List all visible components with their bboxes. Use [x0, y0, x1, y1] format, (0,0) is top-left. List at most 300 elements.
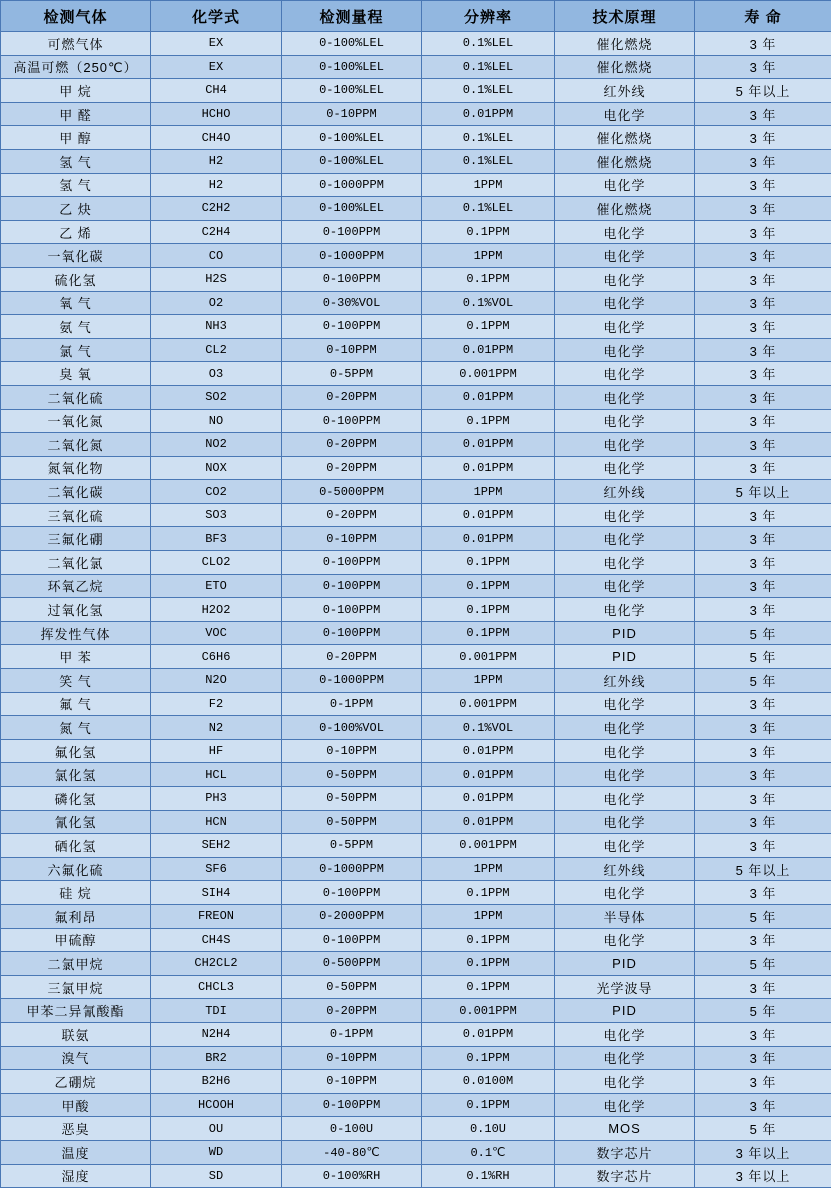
cell-principle: 电化学	[555, 315, 695, 339]
cell-formula: HCL	[151, 763, 282, 787]
table-row	[1, 928, 831, 952]
cell-principle: 电化学	[555, 1046, 695, 1070]
cell-resolution: 0.01PPM	[422, 338, 555, 362]
cell-gas: 乙硼烷	[1, 1070, 151, 1094]
cell-resolution: 0.1%LEL	[422, 55, 555, 79]
cell-resolution: 0.01PPM	[422, 1022, 555, 1046]
table-row	[1, 574, 831, 598]
cell-principle: 催化燃烧	[555, 55, 695, 79]
cell-formula: H2O2	[151, 598, 282, 622]
cell-gas: 过氧化氢	[1, 598, 151, 622]
cell-resolution: 0.1PPM	[422, 881, 555, 905]
cell-resolution: 0.01PPM	[422, 810, 555, 834]
cell-resolution: 0.1PPM	[422, 621, 555, 645]
cell-gas: 氰化氢	[1, 810, 151, 834]
cell-life: 3 年	[695, 267, 831, 291]
cell-range: 0-100%LEL	[282, 126, 422, 150]
table-row	[1, 503, 831, 527]
table-row	[1, 1070, 831, 1094]
cell-life: 3 年	[695, 881, 831, 905]
cell-range: 0-100PPM	[282, 621, 422, 645]
cell-life: 3 年	[695, 551, 831, 575]
cell-life: 3 年以上	[695, 1164, 831, 1188]
cell-life: 3 年	[695, 928, 831, 952]
cell-resolution: 0.001PPM	[422, 692, 555, 716]
cell-range: 0-5000PPM	[282, 480, 422, 504]
cell-range: 0-100PPM	[282, 928, 422, 952]
cell-principle: PID	[555, 621, 695, 645]
cell-range: 0-10PPM	[282, 102, 422, 126]
cell-life: 3 年	[695, 1093, 831, 1117]
cell-principle: 电化学	[555, 598, 695, 622]
column-header-life: 寿 命	[695, 1, 831, 32]
cell-life: 3 年	[695, 787, 831, 811]
table-row	[1, 433, 831, 457]
cell-principle: 电化学	[555, 385, 695, 409]
cell-principle: 电化学	[555, 102, 695, 126]
cell-range: -40-80℃	[282, 1140, 422, 1164]
cell-resolution: 1PPM	[422, 857, 555, 881]
cell-principle: 电化学	[555, 763, 695, 787]
cell-life: 5 年	[695, 621, 831, 645]
cell-formula: HCOOH	[151, 1093, 282, 1117]
cell-range: 0-100PPM	[282, 267, 422, 291]
cell-principle: 红外线	[555, 669, 695, 693]
cell-range: 0-100PPM	[282, 409, 422, 433]
cell-principle: 电化学	[555, 692, 695, 716]
cell-range: 0-20PPM	[282, 999, 422, 1023]
cell-gas: 氯 气	[1, 338, 151, 362]
cell-formula: C2H4	[151, 220, 282, 244]
cell-life: 3 年	[695, 503, 831, 527]
cell-formula: CH4O	[151, 126, 282, 150]
table-row	[1, 621, 831, 645]
cell-principle: 电化学	[555, 267, 695, 291]
cell-principle: 电化学	[555, 338, 695, 362]
cell-resolution: 0.1%VOL	[422, 291, 555, 315]
cell-resolution: 0.1%LEL	[422, 79, 555, 103]
cell-range: 0-100%LEL	[282, 149, 422, 173]
cell-gas: 高温可燃（250℃）	[1, 55, 151, 79]
cell-formula: C6H6	[151, 645, 282, 669]
cell-life: 5 年	[695, 1117, 831, 1141]
table-row	[1, 975, 831, 999]
cell-resolution: 0.1PPM	[422, 1093, 555, 1117]
cell-range: 0-50PPM	[282, 763, 422, 787]
cell-gas: 氧 气	[1, 291, 151, 315]
cell-formula: H2	[151, 149, 282, 173]
cell-principle: 红外线	[555, 857, 695, 881]
cell-principle: 催化燃烧	[555, 149, 695, 173]
cell-principle: 电化学	[555, 362, 695, 386]
cell-resolution: 0.1PPM	[422, 1046, 555, 1070]
cell-formula: VOC	[151, 621, 282, 645]
cell-formula: CO2	[151, 480, 282, 504]
cell-range: 0-1000PPM	[282, 244, 422, 268]
table-row	[1, 315, 831, 339]
cell-life: 3 年	[695, 456, 831, 480]
cell-principle: 电化学	[555, 503, 695, 527]
cell-resolution: 0.1%LEL	[422, 126, 555, 150]
table-row	[1, 763, 831, 787]
cell-principle: PID	[555, 999, 695, 1023]
cell-resolution: 0.001PPM	[422, 999, 555, 1023]
cell-life: 3 年	[695, 32, 831, 56]
table-row	[1, 716, 831, 740]
cell-principle: PID	[555, 952, 695, 976]
cell-resolution: 0.1PPM	[422, 220, 555, 244]
cell-gas: 甲苯二异氰酸酯	[1, 999, 151, 1023]
cell-range: 0-20PPM	[282, 433, 422, 457]
cell-gas: 乙 烯	[1, 220, 151, 244]
cell-formula: N2	[151, 716, 282, 740]
table-row	[1, 385, 831, 409]
table-row	[1, 291, 831, 315]
cell-life: 3 年	[695, 598, 831, 622]
cell-resolution: 1PPM	[422, 244, 555, 268]
cell-principle: 电化学	[555, 834, 695, 858]
table-row	[1, 409, 831, 433]
cell-life: 3 年	[695, 433, 831, 457]
table-row	[1, 999, 831, 1023]
cell-resolution: 0.1PPM	[422, 598, 555, 622]
cell-life: 3 年	[695, 220, 831, 244]
cell-formula: HCN	[151, 810, 282, 834]
cell-life: 3 年	[695, 763, 831, 787]
cell-resolution: 0.001PPM	[422, 834, 555, 858]
cell-resolution: 0.01PPM	[422, 503, 555, 527]
cell-range: 0-10PPM	[282, 338, 422, 362]
table-row	[1, 645, 831, 669]
cell-resolution: 0.01PPM	[422, 385, 555, 409]
cell-formula: NO2	[151, 433, 282, 457]
cell-gas: 氯化氢	[1, 763, 151, 787]
cell-gas: 硫化氢	[1, 267, 151, 291]
table-row	[1, 480, 831, 504]
cell-gas: 三氯甲烷	[1, 975, 151, 999]
cell-gas: 温度	[1, 1140, 151, 1164]
cell-life: 5 年	[695, 952, 831, 976]
cell-formula: C2H2	[151, 197, 282, 221]
cell-gas: 联氨	[1, 1022, 151, 1046]
cell-formula: NO	[151, 409, 282, 433]
cell-life: 5 年	[695, 645, 831, 669]
cell-resolution: 0.1PPM	[422, 952, 555, 976]
cell-life: 3 年	[695, 244, 831, 268]
cell-resolution: 0.1PPM	[422, 409, 555, 433]
cell-resolution: 0.1%LEL	[422, 197, 555, 221]
cell-formula: EX	[151, 32, 282, 56]
cell-formula: CLO2	[151, 551, 282, 575]
cell-principle: 电化学	[555, 456, 695, 480]
cell-gas: 甲硫醇	[1, 928, 151, 952]
cell-principle: 数字芯片	[555, 1140, 695, 1164]
cell-principle: 数字芯片	[555, 1164, 695, 1188]
table-row	[1, 904, 831, 928]
cell-gas: 溴气	[1, 1046, 151, 1070]
table-row	[1, 551, 831, 575]
cell-resolution: 0.10U	[422, 1117, 555, 1141]
table-row	[1, 149, 831, 173]
cell-gas: 一氧化碳	[1, 244, 151, 268]
cell-principle: 催化燃烧	[555, 126, 695, 150]
cell-life: 3 年	[695, 692, 831, 716]
cell-life: 5 年以上	[695, 857, 831, 881]
cell-range: 0-100%LEL	[282, 55, 422, 79]
cell-formula: B2H6	[151, 1070, 282, 1094]
cell-principle: 红外线	[555, 480, 695, 504]
cell-range: 0-100%VOL	[282, 716, 422, 740]
cell-formula: CH4	[151, 79, 282, 103]
cell-formula: SO3	[151, 503, 282, 527]
column-header-principle: 技术原理	[555, 1, 695, 32]
cell-life: 5 年以上	[695, 79, 831, 103]
cell-gas: 氟化氢	[1, 739, 151, 763]
cell-life: 5 年	[695, 669, 831, 693]
cell-resolution: 0.1%RH	[422, 1164, 555, 1188]
cell-life: 3 年	[695, 1046, 831, 1070]
cell-life: 3 年	[695, 716, 831, 740]
cell-gas: 笑 气	[1, 669, 151, 693]
table-row	[1, 1164, 831, 1188]
cell-range: 0-1000PPM	[282, 857, 422, 881]
cell-principle: 催化燃烧	[555, 197, 695, 221]
cell-resolution: 0.1PPM	[422, 975, 555, 999]
cell-life: 3 年	[695, 527, 831, 551]
table-row	[1, 126, 831, 150]
cell-principle: 电化学	[555, 716, 695, 740]
cell-range: 0-5PPM	[282, 834, 422, 858]
cell-resolution: 0.01PPM	[422, 102, 555, 126]
cell-gas: 二氧化氯	[1, 551, 151, 575]
cell-principle: 电化学	[555, 409, 695, 433]
column-header-gas: 检测气体	[1, 1, 151, 32]
cell-gas: 恶臭	[1, 1117, 151, 1141]
cell-principle: 电化学	[555, 527, 695, 551]
cell-range: 0-1PPM	[282, 692, 422, 716]
cell-range: 0-10PPM	[282, 739, 422, 763]
table-row	[1, 669, 831, 693]
table-row	[1, 787, 831, 811]
cell-principle: 催化燃烧	[555, 32, 695, 56]
cell-resolution: 0.1%LEL	[422, 32, 555, 56]
column-header-resolution: 分辨率	[422, 1, 555, 32]
table-row	[1, 1046, 831, 1070]
cell-range: 0-100PPM	[282, 220, 422, 244]
cell-principle: 光学波导	[555, 975, 695, 999]
table-row	[1, 79, 831, 103]
cell-resolution: 0.1PPM	[422, 551, 555, 575]
cell-resolution: 0.01PPM	[422, 433, 555, 457]
column-header-range: 检测量程	[282, 1, 422, 32]
cell-formula: SF6	[151, 857, 282, 881]
table-row	[1, 32, 831, 56]
cell-gas: 三氧化硫	[1, 503, 151, 527]
cell-life: 3 年	[695, 834, 831, 858]
cell-formula: WD	[151, 1140, 282, 1164]
cell-life: 3 年	[695, 975, 831, 999]
cell-gas: 氟利昂	[1, 904, 151, 928]
cell-gas: 甲 醇	[1, 126, 151, 150]
cell-range: 0-50PPM	[282, 810, 422, 834]
cell-resolution: 1PPM	[422, 669, 555, 693]
cell-principle: 电化学	[555, 433, 695, 457]
cell-range: 0-100%LEL	[282, 32, 422, 56]
cell-formula: HF	[151, 739, 282, 763]
cell-formula: SD	[151, 1164, 282, 1188]
cell-range: 0-100%LEL	[282, 79, 422, 103]
cell-formula: H2S	[151, 267, 282, 291]
table-header-row	[1, 1, 831, 32]
cell-gas: 甲 烷	[1, 79, 151, 103]
cell-gas: 甲 苯	[1, 645, 151, 669]
cell-range: 0-100PPM	[282, 551, 422, 575]
cell-gas: 乙 炔	[1, 197, 151, 221]
cell-formula: BR2	[151, 1046, 282, 1070]
cell-life: 3 年	[695, 810, 831, 834]
cell-gas: 环氧乙烷	[1, 574, 151, 598]
cell-range: 0-50PPM	[282, 975, 422, 999]
cell-life: 3 年	[695, 362, 831, 386]
cell-formula: CH4S	[151, 928, 282, 952]
cell-range: 0-500PPM	[282, 952, 422, 976]
cell-life: 5 年以上	[695, 480, 831, 504]
table-body	[1, 32, 831, 1188]
cell-formula: FREON	[151, 904, 282, 928]
cell-formula: H2	[151, 173, 282, 197]
cell-formula: PH3	[151, 787, 282, 811]
cell-gas: 氨 气	[1, 315, 151, 339]
cell-formula: NOX	[151, 456, 282, 480]
table-row	[1, 267, 831, 291]
cell-principle: 半导体	[555, 904, 695, 928]
cell-principle: 电化学	[555, 551, 695, 575]
table-row	[1, 810, 831, 834]
cell-gas: 氮 气	[1, 716, 151, 740]
cell-gas: 三氟化硼	[1, 527, 151, 551]
cell-resolution: 0.1PPM	[422, 928, 555, 952]
cell-life: 3 年	[695, 385, 831, 409]
table-row	[1, 197, 831, 221]
cell-gas: 磷化氢	[1, 787, 151, 811]
table-row	[1, 102, 831, 126]
table-row	[1, 1117, 831, 1141]
cell-life: 3 年	[695, 102, 831, 126]
cell-formula: F2	[151, 692, 282, 716]
table-row	[1, 739, 831, 763]
cell-formula: OU	[151, 1117, 282, 1141]
table-row	[1, 952, 831, 976]
cell-gas: 挥发性气体	[1, 621, 151, 645]
cell-range: 0-100PPM	[282, 881, 422, 905]
cell-range: 0-100%LEL	[282, 197, 422, 221]
cell-range: 0-10PPM	[282, 527, 422, 551]
table-row	[1, 1140, 831, 1164]
cell-life: 3 年	[695, 1070, 831, 1094]
table-row	[1, 244, 831, 268]
cell-life: 3 年	[695, 149, 831, 173]
cell-principle: MOS	[555, 1117, 695, 1141]
cell-range: 0-1PPM	[282, 1022, 422, 1046]
table-row	[1, 527, 831, 551]
cell-principle: 电化学	[555, 574, 695, 598]
cell-principle: 电化学	[555, 881, 695, 905]
cell-life: 3 年	[695, 55, 831, 79]
cell-range: 0-30%VOL	[282, 291, 422, 315]
cell-resolution: 1PPM	[422, 904, 555, 928]
cell-life: 3 年	[695, 739, 831, 763]
cell-gas: 氢 气	[1, 173, 151, 197]
cell-gas: 氟 气	[1, 692, 151, 716]
cell-life: 5 年	[695, 904, 831, 928]
cell-formula: ETO	[151, 574, 282, 598]
cell-formula: HCHO	[151, 102, 282, 126]
cell-range: 0-1000PPM	[282, 669, 422, 693]
table-row	[1, 1022, 831, 1046]
table-row	[1, 834, 831, 858]
cell-life: 3 年	[695, 291, 831, 315]
cell-gas: 可燃气体	[1, 32, 151, 56]
cell-resolution: 0.1%VOL	[422, 716, 555, 740]
cell-principle: 电化学	[555, 291, 695, 315]
cell-gas: 二氧化硫	[1, 385, 151, 409]
cell-range: 0-50PPM	[282, 787, 422, 811]
cell-range: 0-10PPM	[282, 1046, 422, 1070]
cell-resolution: 0.1PPM	[422, 315, 555, 339]
cell-formula: CH2CL2	[151, 952, 282, 976]
cell-principle: 电化学	[555, 739, 695, 763]
cell-resolution: 0.0100M	[422, 1070, 555, 1094]
cell-formula: NH3	[151, 315, 282, 339]
cell-principle: 电化学	[555, 1093, 695, 1117]
cell-principle: 电化学	[555, 1070, 695, 1094]
cell-principle: 电化学	[555, 173, 695, 197]
cell-range: 0-100PPM	[282, 315, 422, 339]
cell-life: 3 年	[695, 197, 831, 221]
cell-range: 0-100%RH	[282, 1164, 422, 1188]
cell-gas: 二氧化氮	[1, 433, 151, 457]
cell-formula: CL2	[151, 338, 282, 362]
cell-resolution: 0.01PPM	[422, 739, 555, 763]
cell-range: 0-100PPM	[282, 574, 422, 598]
cell-range: 0-20PPM	[282, 456, 422, 480]
cell-life: 3 年以上	[695, 1140, 831, 1164]
cell-formula: N2O	[151, 669, 282, 693]
cell-resolution: 0.001PPM	[422, 645, 555, 669]
cell-life: 3 年	[695, 1022, 831, 1046]
cell-gas: 氮氧化物	[1, 456, 151, 480]
cell-formula: EX	[151, 55, 282, 79]
cell-resolution: 0.1℃	[422, 1140, 555, 1164]
cell-principle: 电化学	[555, 928, 695, 952]
cell-gas: 硅 烷	[1, 881, 151, 905]
table-row	[1, 338, 831, 362]
column-header-formula: 化学式	[151, 1, 282, 32]
cell-range: 0-100PPM	[282, 598, 422, 622]
cell-resolution: 0.01PPM	[422, 763, 555, 787]
cell-resolution: 0.1PPM	[422, 574, 555, 598]
cell-gas: 甲酸	[1, 1093, 151, 1117]
cell-formula: SO2	[151, 385, 282, 409]
cell-principle: PID	[555, 645, 695, 669]
cell-life: 3 年	[695, 126, 831, 150]
cell-range: 0-2000PPM	[282, 904, 422, 928]
table-row	[1, 173, 831, 197]
table-row	[1, 857, 831, 881]
cell-formula: N2H4	[151, 1022, 282, 1046]
cell-range: 0-100PPM	[282, 1093, 422, 1117]
cell-range: 0-20PPM	[282, 645, 422, 669]
